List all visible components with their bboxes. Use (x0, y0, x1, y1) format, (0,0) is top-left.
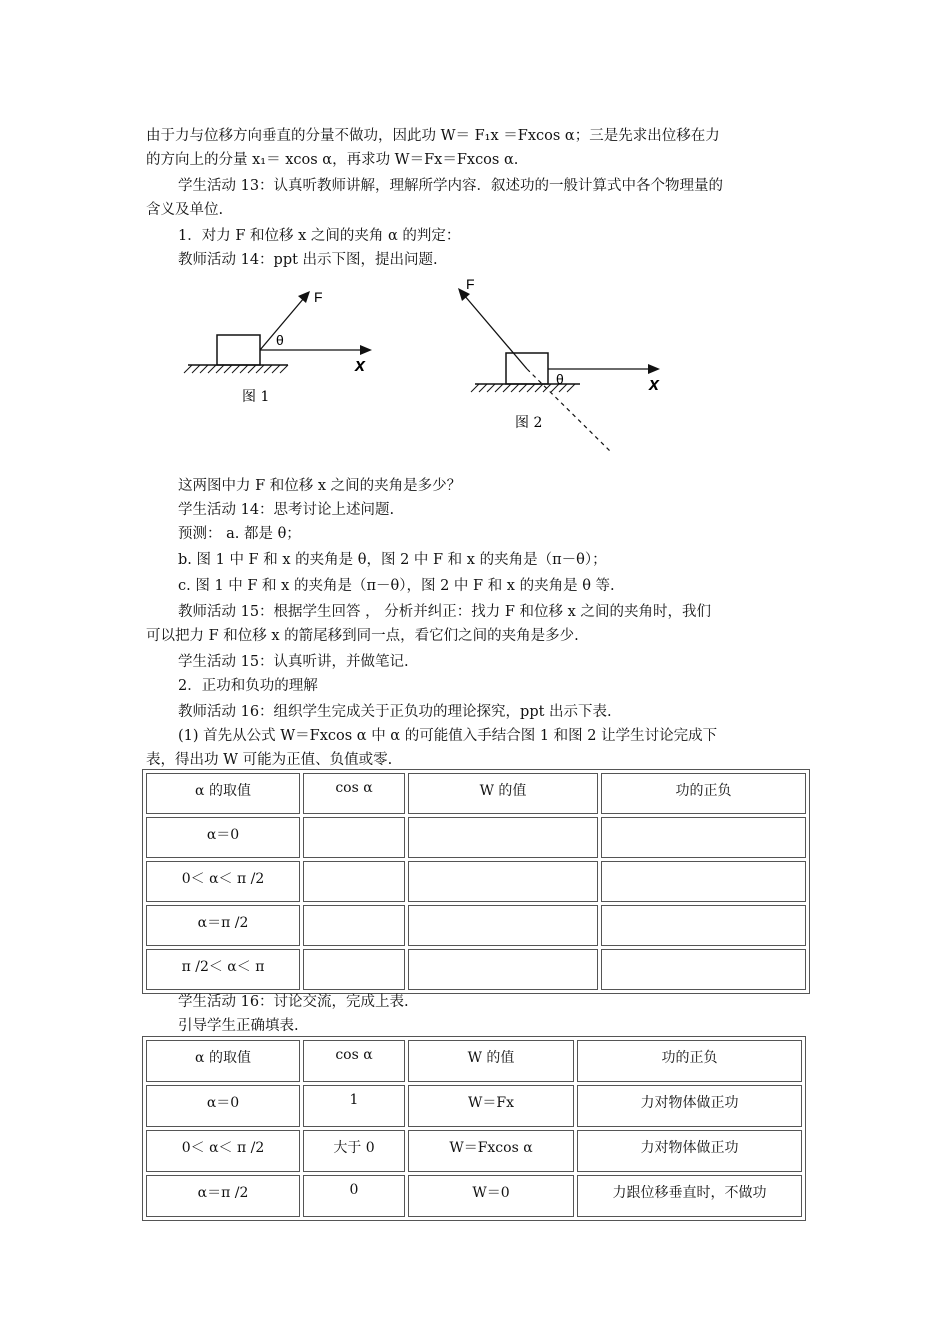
table-header-cell: W 的值 (408, 773, 598, 814)
paragraph-line: 这两图中力 F 和位移 x 之间的夹角是多少？ (178, 478, 462, 494)
table-row (146, 905, 806, 946)
force-label-1: F (314, 289, 323, 305)
table-cell: 1 (303, 1085, 405, 1127)
table-cell: 力对物体做正功 (577, 1130, 802, 1172)
table-cell (303, 905, 405, 946)
table-row (146, 949, 806, 990)
table-row (146, 1085, 802, 1127)
table-cell: α＝0 (146, 1085, 300, 1127)
paragraph-line: 由于力与位移方向垂直的分量不做功，因此功 W＝ F₁x ＝Fxcos α；三是先求出位移在力 (146, 128, 720, 144)
table-cell (303, 861, 405, 902)
table-cell: 力对物体做正功 (577, 1085, 802, 1127)
caption-1: 图 1 (242, 389, 270, 405)
table-row (146, 1175, 802, 1217)
table-cell: π /2＜ α＜ π (146, 949, 300, 990)
table-cell: α＝π /2 (146, 905, 300, 946)
table-cell: 0＜ α＜ π /2 (146, 861, 300, 902)
paragraph-line: (1) 首先从公式 W＝Fxcos α 中 α 的可能值入手结合图 1 和图 2 让学生讨论完成下 (178, 728, 718, 744)
table-cell: 力跟位移垂直时，不做功 (577, 1175, 802, 1217)
table-cell (408, 905, 598, 946)
axis-label-1: x (355, 355, 366, 375)
table-header-cell: 功的正负 (577, 1040, 802, 1082)
table-cell: W＝Fxcos α (408, 1130, 574, 1172)
figure-2 (458, 276, 660, 453)
table-cell: 0＜ α＜ π /2 (146, 1130, 300, 1172)
table-cell (601, 905, 806, 946)
paragraph-line: 2．正功和负功的理解 (178, 678, 318, 694)
paragraph-line: 学生活动 15：认真听讲，并做笔记. (178, 654, 409, 670)
table-header-cell: cos α (303, 773, 405, 814)
table-row (146, 817, 806, 858)
table-cell (601, 949, 806, 990)
paragraph-line: 表，得出功 W 可能为正值、负值或零. (146, 752, 393, 768)
work-sign-table-filled (142, 1036, 806, 1221)
paragraph-line: 学生活动 13：认真听教师讲解，理解所学内容．叙述功的一般计算式中各个物理量的 (178, 178, 724, 194)
table-header-cell: α 的取值 (146, 1040, 300, 1082)
table-row (146, 861, 806, 902)
table-cell: α＝0 (146, 817, 300, 858)
table-header-cell: α 的取值 (146, 773, 300, 814)
paragraph-line: c. 图 1 中 F 和 x 的夹角是（π－θ），图 2 中 F 和 x 的夹角是 θ 等. (178, 578, 615, 594)
table-header-row (146, 1040, 802, 1082)
work-sign-table-blank (142, 769, 810, 994)
caption-2: 图 2 (515, 415, 543, 431)
displacement-arrowhead-1 (360, 345, 372, 355)
angle-label-2: θ (556, 371, 564, 387)
table-cell (408, 949, 598, 990)
angle-label-1: θ (276, 332, 284, 348)
paragraph-line: 教师活动 14：ppt 出示下图，提出问题. (178, 252, 438, 268)
force-arrow-2 (464, 295, 527, 369)
table-cell (303, 949, 405, 990)
table-cell (601, 817, 806, 858)
paragraph-line: 学生活动 16：讨论交流，完成上表. (178, 994, 409, 1010)
figure-1 (184, 289, 372, 405)
table-header-cell: cos α (303, 1040, 405, 1082)
table-cell (408, 861, 598, 902)
paragraph-line: 含义及单位. (146, 202, 224, 218)
table-row (146, 1130, 802, 1172)
axis-label-2: x (649, 374, 660, 394)
displacement-arrowhead-2 (648, 364, 660, 374)
paragraph-line: 学生活动 14：思考讨论上述问题. (178, 502, 395, 518)
force-extension-dashed (527, 369, 612, 453)
paragraph-line: 引导学生正确填表. (178, 1018, 299, 1034)
paragraph-line: 预测： a. 都是 θ； (178, 526, 301, 542)
paragraph-line: b. 图 1 中 F 和 x 的夹角是 θ，图 2 中 F 和 x 的夹角是（π－θ）； (178, 552, 607, 568)
paragraph-line: 1．对力 F 和位移 x 之间的夹角 α 的判定： (178, 228, 461, 244)
block-1 (217, 335, 260, 365)
table-cell (303, 817, 405, 858)
table-cell: α＝π /2 (146, 1175, 300, 1217)
table-cell: 大于 0 (303, 1130, 405, 1172)
force-arrowhead-1 (298, 291, 310, 303)
table-cell: 0 (303, 1175, 405, 1217)
force-label-2: F (466, 276, 475, 292)
table-cell: W＝0 (408, 1175, 574, 1217)
paragraph-line: 的方向上的分量 x₁＝ xcos α，再求功 W＝Fx＝Fxcos α. (146, 152, 519, 168)
table-header-cell: W 的值 (408, 1040, 574, 1082)
table-cell (408, 817, 598, 858)
force-angle-figure (180, 275, 680, 460)
paragraph-line: 教师活动 16：组织学生完成关于正负功的理论探究，ppt 出示下表. (178, 704, 612, 720)
paragraph-line: 可以把力 F 和位移 x 的箭尾移到同一点，看它们之间的夹角是多少. (146, 628, 579, 644)
table-header-cell: 功的正负 (601, 773, 806, 814)
paragraph-line: 教师活动 15：根据学生回答 ， 分析并纠正：找力 F 和位移 x 之间的夹角时，我们 (178, 604, 711, 620)
table-cell (601, 861, 806, 902)
table-cell: W＝Fx (408, 1085, 574, 1127)
table-header-row (146, 773, 806, 814)
